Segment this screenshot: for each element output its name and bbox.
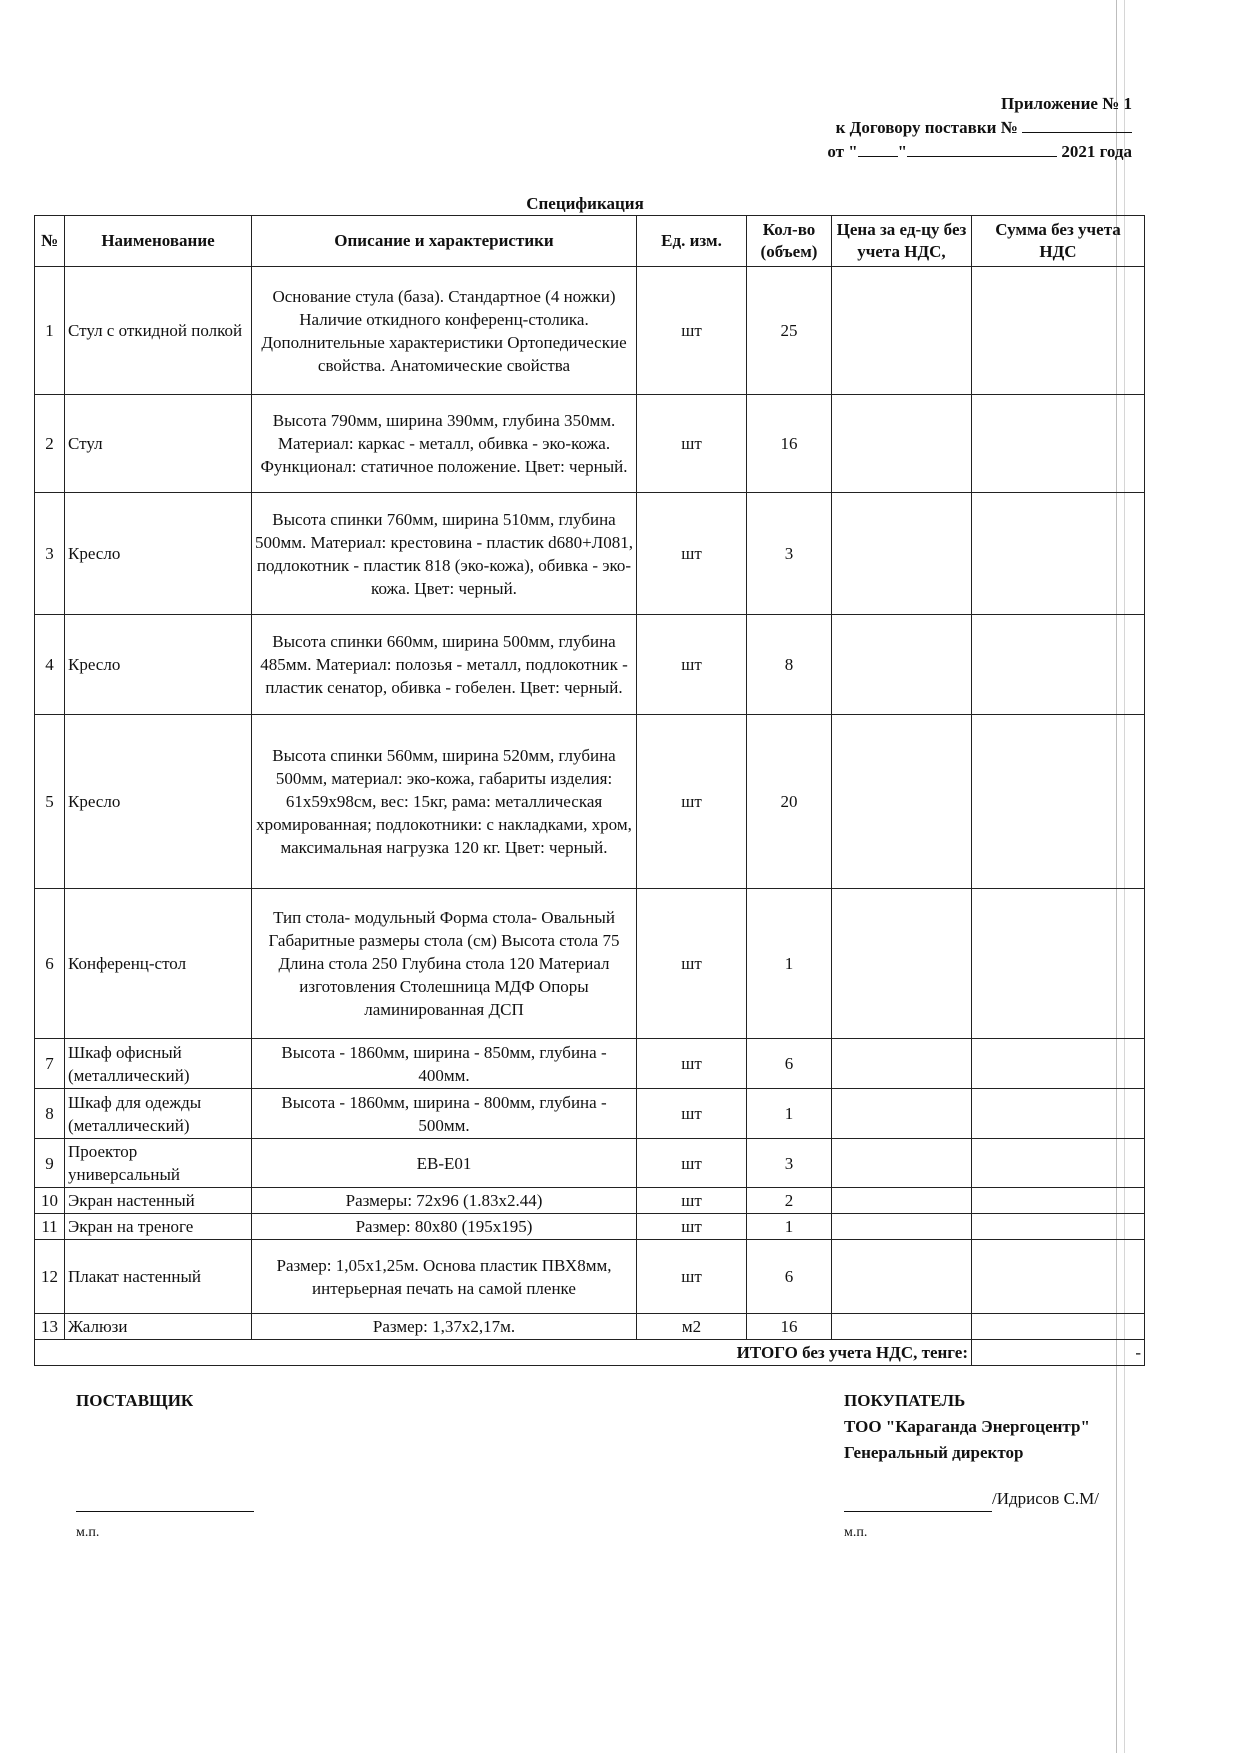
- row-description: Высота - 1860мм, ширина - 850мм, глубина - 400мм.: [252, 1039, 637, 1089]
- table-row: [35, 267, 1145, 395]
- row-num: 2: [35, 395, 65, 493]
- row-num: 11: [35, 1214, 65, 1240]
- row-name: Жалюзи: [65, 1314, 252, 1340]
- row-qty: 1: [747, 889, 832, 1039]
- header-unit: Ед. изм.: [637, 216, 747, 267]
- supplier-title: ПОСТАВЩИК: [76, 1391, 194, 1410]
- row-num: 5: [35, 715, 65, 889]
- supplier-signature-line[interactable]: [76, 1486, 254, 1512]
- row-qty: 1: [747, 1214, 832, 1240]
- row-qty: 8: [747, 615, 832, 715]
- row-description: Основание стула (база). Стандартное (4 ножки) Наличие откидного конференц-столика. Дополнительные характеристики Ортопедические свойства. Анатомические свойства: [252, 267, 637, 395]
- row-qty: 16: [747, 1314, 832, 1340]
- row-unit: шт: [637, 1039, 747, 1089]
- row-name: Плакат настенный: [65, 1240, 252, 1314]
- appendix-header: [827, 92, 1132, 164]
- row-sum: [972, 1139, 1145, 1188]
- row-sum: [972, 1188, 1145, 1214]
- table-row: [35, 1139, 1145, 1188]
- row-num: 8: [35, 1089, 65, 1139]
- row-name: Шкаф офисный (металлический): [65, 1039, 252, 1089]
- header-name: Наименование: [65, 216, 252, 267]
- total-label: ИТОГО без учета НДС, тенге:: [35, 1340, 972, 1366]
- row-num: 4: [35, 615, 65, 715]
- appendix-contract-ref: к Договору поставки №: [827, 116, 1132, 140]
- row-description: Размер: 1,05х1,25м. Основа пластик ПВХ8мм, интерьерная печать на самой пленке: [252, 1240, 637, 1314]
- row-price: [832, 1139, 972, 1188]
- row-sum: [972, 1089, 1145, 1139]
- row-price: [832, 395, 972, 493]
- row-unit: м2: [637, 1314, 747, 1340]
- row-qty: 25: [747, 267, 832, 395]
- row-name: Кресло: [65, 493, 252, 615]
- header-sum: Сумма без учета НДС: [972, 216, 1145, 267]
- row-name: Конференц-стол: [65, 889, 252, 1039]
- row-num: 13: [35, 1314, 65, 1340]
- row-description: Размер: 1,37х2,17м.: [252, 1314, 637, 1340]
- row-price: [832, 715, 972, 889]
- row-description: Высота спинки 660мм, ширина 500мм, глубина 485мм. Материал: полозья - металл, подлокотник - пластик сенатор, обивка - гобелен. Цвет: черный.: [252, 615, 637, 715]
- row-unit: шт: [637, 1214, 747, 1240]
- row-name: Стул с откидной полкой: [65, 267, 252, 395]
- row-unit: шт: [637, 715, 747, 889]
- row-unit: шт: [637, 1188, 747, 1214]
- row-price: [832, 1314, 972, 1340]
- buyer-signature-line[interactable]: [844, 1486, 1099, 1512]
- header-description: Описание и характеристики: [252, 216, 637, 267]
- row-sum: [972, 1039, 1145, 1089]
- row-name: Экран настенный: [65, 1188, 252, 1214]
- row-description: Высота - 1860мм, ширина - 800мм, глубина - 500мм.: [252, 1089, 637, 1139]
- row-qty: 3: [747, 1139, 832, 1188]
- row-name: Кресло: [65, 615, 252, 715]
- row-num: 12: [35, 1240, 65, 1314]
- row-description: Высота спинки 760мм, ширина 510мм, глубина 500мм. Материал: крестовина - пластик d680+Л081, подлокотник - пластик 818 (эко-кожа), обивка - эко-кожа. Цвет: черный.: [252, 493, 637, 615]
- table-row: [35, 1240, 1145, 1314]
- row-sum: [972, 395, 1145, 493]
- table-row: [35, 1089, 1145, 1139]
- row-qty: 6: [747, 1240, 832, 1314]
- row-price: [832, 267, 972, 395]
- row-description: Высота спинки 560мм, ширина 520мм, глубина 500мм, материал: эко-кожа, габариты изделия: 61х59х98см, вес: 15кг, рама: металлическая хромированная; подлокотники: с накладками, хром, максимальная нагрузка 120 кг. Цвет: черный.: [252, 715, 637, 889]
- row-unit: шт: [637, 1089, 747, 1139]
- row-qty: 1: [747, 1089, 832, 1139]
- row-name: Кресло: [65, 715, 252, 889]
- row-sum: [972, 1240, 1145, 1314]
- table-row: [35, 493, 1145, 615]
- row-num: 9: [35, 1139, 65, 1188]
- header-price: Цена за ед-цу без учета НДС,: [832, 216, 972, 267]
- total-row: [35, 1340, 1145, 1366]
- buyer-title: ПОКУПАТЕЛЬ: [844, 1391, 966, 1410]
- row-price: [832, 1039, 972, 1089]
- row-description: Размер: 80х80 (195х195): [252, 1214, 637, 1240]
- buyer-stamp-mark: м.п.: [844, 1525, 868, 1540]
- row-price: [832, 1188, 972, 1214]
- total-value: -: [972, 1340, 1145, 1366]
- row-sum: [972, 615, 1145, 715]
- row-qty: 16: [747, 395, 832, 493]
- row-unit: шт: [637, 493, 747, 615]
- appendix-date: от " " 2021 года: [827, 142, 1132, 161]
- row-price: [832, 1089, 972, 1139]
- row-num: 10: [35, 1188, 65, 1214]
- buyer-company: ТОО "Караганда Энергоцентр": [844, 1417, 1090, 1436]
- table-row: [35, 1314, 1145, 1340]
- row-sum: [972, 715, 1145, 889]
- row-num: 7: [35, 1039, 65, 1089]
- row-unit: шт: [637, 889, 747, 1039]
- row-name: Проектор универсальный: [65, 1139, 252, 1188]
- table-row: [35, 1188, 1145, 1214]
- table-row: [35, 615, 1145, 715]
- header-qty: Кол-во (объем): [747, 216, 832, 267]
- row-sum: [972, 889, 1145, 1039]
- row-sum: [972, 493, 1145, 615]
- row-sum: [972, 1314, 1145, 1340]
- row-description: Высота 790мм, ширина 390мм, глубина 350мм. Материал: каркас - металл, обивка - эко-кожа. Функционал: статичное положение. Цвет: черный.: [252, 395, 637, 493]
- row-name: Стул: [65, 395, 252, 493]
- row-unit: шт: [637, 615, 747, 715]
- row-num: 6: [35, 889, 65, 1039]
- row-price: [832, 889, 972, 1039]
- row-qty: 2: [747, 1188, 832, 1214]
- row-price: [832, 493, 972, 615]
- table-header-row: [35, 216, 1145, 267]
- row-description: Размеры: 72х96 (1.83х2.44): [252, 1188, 637, 1214]
- buyer-signatory: /Идрисов С.М/: [992, 1489, 1099, 1508]
- row-qty: 3: [747, 493, 832, 615]
- header-num: №: [35, 216, 65, 267]
- row-description: Тип стола- модульный Форма стола- Овальный Габаритные размеры стола (см) Высота стола 75 Длина стола 250 Глубина стола 120 Материал изготовления Столешница МДФ Опоры ламинированная ДСП: [252, 889, 637, 1039]
- row-num: 3: [35, 493, 65, 615]
- row-name: Шкаф для одежды (металлический): [65, 1089, 252, 1139]
- row-qty: 20: [747, 715, 832, 889]
- table-row: [35, 889, 1145, 1039]
- appendix-title: Приложение № 1: [1001, 94, 1132, 113]
- row-price: [832, 1214, 972, 1240]
- table-row: [35, 395, 1145, 493]
- spec-table: [34, 215, 1145, 1366]
- row-description: EB-E01: [252, 1139, 637, 1188]
- buyer-position: Генеральный директор: [844, 1443, 1024, 1462]
- buyer-block: [844, 1388, 1099, 1546]
- date-month-blank[interactable]: [907, 140, 1057, 157]
- row-price: [832, 615, 972, 715]
- supplier-stamp-mark: м.п.: [76, 1525, 100, 1540]
- row-unit: шт: [637, 395, 747, 493]
- table-row: [35, 1039, 1145, 1089]
- row-num: 1: [35, 267, 65, 395]
- row-sum: [972, 267, 1145, 395]
- table-row: [35, 715, 1145, 889]
- row-unit: шт: [637, 1240, 747, 1314]
- date-day-blank[interactable]: [858, 140, 898, 157]
- spec-title: Спецификация: [526, 194, 644, 213]
- row-price: [832, 1240, 972, 1314]
- supplier-block: [76, 1388, 254, 1546]
- row-name: Экран на треноге: [65, 1214, 252, 1240]
- row-sum: [972, 1214, 1145, 1240]
- contract-number-blank[interactable]: [1022, 116, 1132, 133]
- row-qty: 6: [747, 1039, 832, 1089]
- table-row: [35, 1214, 1145, 1240]
- row-unit: шт: [637, 267, 747, 395]
- row-unit: шт: [637, 1139, 747, 1188]
